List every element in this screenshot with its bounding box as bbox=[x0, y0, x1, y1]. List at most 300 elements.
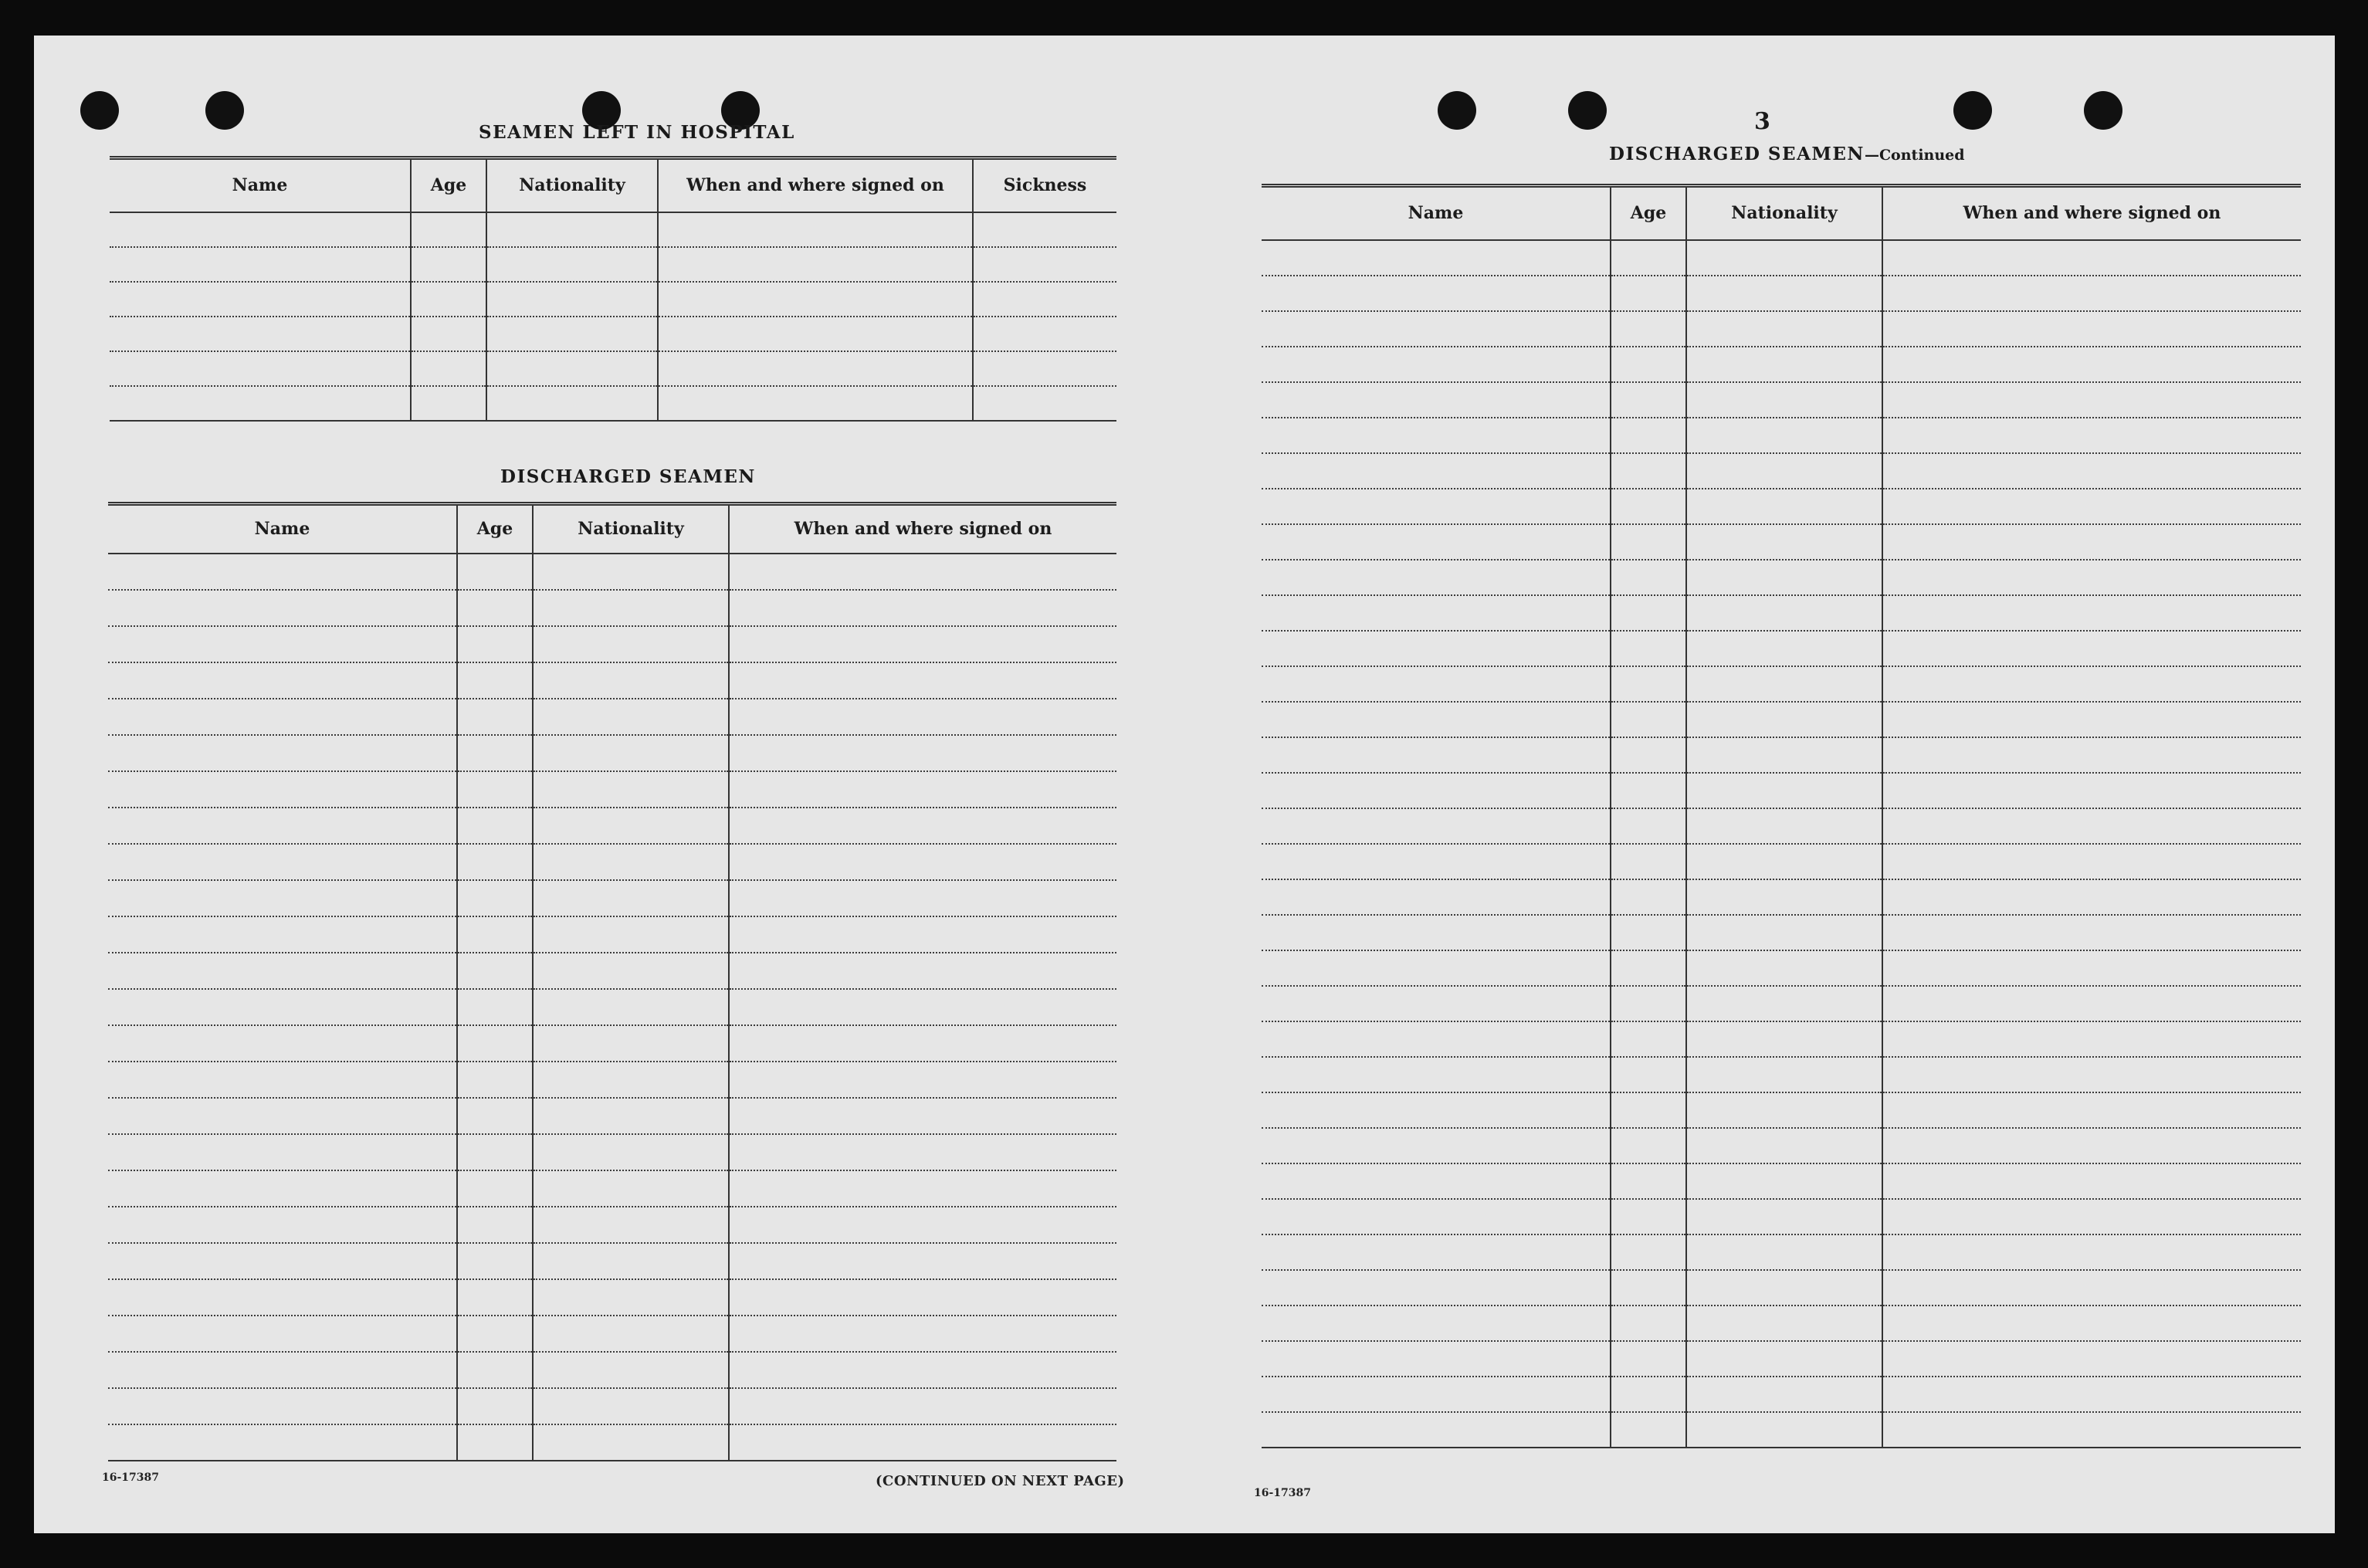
blank-entry-cell bbox=[1611, 1306, 1686, 1341]
blank-entry-cell bbox=[1611, 418, 1686, 453]
table-row bbox=[1262, 276, 2301, 311]
blank-entry-cell bbox=[486, 282, 658, 317]
blank-entry-cell bbox=[1611, 631, 1686, 666]
blank-entry-cell bbox=[1611, 737, 1686, 773]
blank-entry-cell bbox=[108, 880, 457, 916]
binder-hole bbox=[1438, 91, 1476, 130]
column-header-name: Name bbox=[1262, 186, 1611, 240]
table-row bbox=[108, 1025, 1116, 1062]
blank-entry-cell bbox=[108, 808, 457, 844]
blank-entry-cell bbox=[1686, 382, 1882, 418]
blank-entry-cell bbox=[457, 1170, 533, 1207]
table-row bbox=[108, 590, 1116, 626]
table-row bbox=[108, 808, 1116, 844]
blank-entry-cell bbox=[1882, 808, 2301, 844]
table-row bbox=[110, 212, 1116, 247]
table-row bbox=[1262, 560, 2301, 595]
blank-entry-cell bbox=[533, 1352, 729, 1388]
table-row bbox=[1262, 240, 2301, 276]
blank-entry-cell bbox=[533, 1279, 729, 1316]
blank-entry-cell bbox=[729, 808, 1116, 844]
blank-entry-cell bbox=[108, 699, 457, 735]
blank-entry-cell bbox=[486, 212, 658, 247]
blank-entry-cell bbox=[486, 317, 658, 351]
blank-entry-cell bbox=[533, 916, 729, 953]
blank-entry-cell bbox=[1262, 1057, 1611, 1092]
blank-entry-cell bbox=[1686, 1412, 1882, 1448]
blank-entry-cell bbox=[1882, 453, 2301, 489]
blank-entry-cell bbox=[1882, 1128, 2301, 1163]
blank-entry-cell bbox=[1611, 773, 1686, 808]
hospital-section-title: SEAMEN LEFT IN HOSPITAL bbox=[479, 122, 795, 143]
blank-entry-cell bbox=[1262, 1270, 1611, 1306]
table-row bbox=[108, 662, 1116, 699]
blank-entry-cell bbox=[1686, 808, 1882, 844]
blank-entry-cell bbox=[1611, 560, 1686, 595]
blank-entry-cell bbox=[1611, 1163, 1686, 1199]
blank-entry-cell bbox=[110, 317, 411, 351]
table-row bbox=[108, 880, 1116, 916]
blank-entry-cell bbox=[1882, 382, 2301, 418]
blank-entry-cell bbox=[457, 1098, 533, 1134]
blank-entry-cell bbox=[1686, 560, 1882, 595]
blank-entry-cell bbox=[108, 1243, 457, 1279]
blank-entry-cell bbox=[729, 771, 1116, 808]
blank-entry-cell bbox=[1262, 1092, 1611, 1128]
blank-entry-cell bbox=[1611, 311, 1686, 347]
blank-entry-cell bbox=[658, 212, 973, 247]
blank-entry-cell bbox=[533, 1170, 729, 1207]
blank-entry-cell bbox=[108, 953, 457, 989]
blank-entry-cell bbox=[1611, 844, 1686, 879]
blank-entry-cell bbox=[108, 1279, 457, 1316]
blank-entry-cell bbox=[1262, 1377, 1611, 1412]
blank-entry-cell bbox=[1611, 1092, 1686, 1128]
table-row bbox=[1262, 1412, 2301, 1448]
blank-entry-cell bbox=[110, 351, 411, 386]
blank-entry-cell bbox=[973, 317, 1116, 351]
blank-entry-cell bbox=[108, 989, 457, 1025]
blank-entry-cell bbox=[457, 626, 533, 662]
blank-entry-cell bbox=[110, 386, 411, 421]
column-header-name: Name bbox=[108, 504, 457, 554]
blank-entry-cell bbox=[533, 662, 729, 699]
blank-entry-cell bbox=[1882, 773, 2301, 808]
blank-entry-cell bbox=[457, 1352, 533, 1388]
blank-entry-cell bbox=[108, 735, 457, 771]
blank-entry-cell bbox=[1882, 347, 2301, 382]
column-header-nationality: Nationality bbox=[1686, 186, 1882, 240]
blank-entry-cell bbox=[1262, 915, 1611, 950]
blank-entry-cell bbox=[1262, 737, 1611, 773]
blank-entry-cell bbox=[457, 1316, 533, 1352]
table-row bbox=[108, 1424, 1116, 1461]
discharged-continued-table bbox=[1262, 184, 2301, 1448]
blank-entry-cell bbox=[729, 1424, 1116, 1461]
blank-entry-cell bbox=[108, 1352, 457, 1388]
blank-entry-cell bbox=[1686, 347, 1882, 382]
blank-entry-cell bbox=[486, 386, 658, 421]
blank-entry-cell bbox=[533, 1207, 729, 1243]
blank-entry-cell bbox=[533, 808, 729, 844]
table-row bbox=[108, 626, 1116, 662]
blank-entry-cell bbox=[457, 1279, 533, 1316]
table-row bbox=[108, 1098, 1116, 1134]
blank-entry-cell bbox=[533, 771, 729, 808]
table-row bbox=[1262, 524, 2301, 560]
blank-entry-cell bbox=[1262, 631, 1611, 666]
blank-entry-cell bbox=[1262, 950, 1611, 986]
table-row bbox=[1262, 382, 2301, 418]
blank-entry-cell bbox=[1611, 1057, 1686, 1092]
blank-entry-cell bbox=[533, 554, 729, 590]
blank-entry-cell bbox=[108, 1207, 457, 1243]
blank-entry-cell bbox=[1882, 1306, 2301, 1341]
blank-entry-cell bbox=[457, 1424, 533, 1461]
blank-entry-cell bbox=[1262, 595, 1611, 631]
blank-entry-cell bbox=[108, 662, 457, 699]
blank-entry-cell bbox=[457, 1388, 533, 1424]
blank-entry-cell bbox=[1262, 1021, 1611, 1057]
blank-entry-cell bbox=[1611, 1021, 1686, 1057]
blank-entry-cell bbox=[1686, 950, 1882, 986]
table-row bbox=[110, 317, 1116, 351]
blank-entry-cell bbox=[108, 554, 457, 590]
table-row bbox=[108, 735, 1116, 771]
blank-entry-cell bbox=[973, 247, 1116, 282]
table-row bbox=[1262, 347, 2301, 382]
blank-entry-cell bbox=[1686, 595, 1882, 631]
blank-entry-cell bbox=[533, 735, 729, 771]
blank-entry-cell bbox=[533, 1388, 729, 1424]
blank-entry-cell bbox=[1262, 808, 1611, 844]
blank-entry-cell bbox=[729, 1025, 1116, 1062]
blank-entry-cell bbox=[486, 247, 658, 282]
blank-entry-cell bbox=[108, 1098, 457, 1134]
column-header-nationality: Nationality bbox=[533, 504, 729, 554]
blank-entry-cell bbox=[1686, 737, 1882, 773]
blank-entry-cell bbox=[457, 844, 533, 880]
continued-section-title-main: DISCHARGED SEAMEN bbox=[1609, 144, 1865, 164]
blank-entry-cell bbox=[1686, 702, 1882, 737]
table-row bbox=[1262, 950, 2301, 986]
blank-entry-cell bbox=[729, 1170, 1116, 1207]
blank-entry-cell bbox=[1686, 1163, 1882, 1199]
blank-entry-cell bbox=[1262, 276, 1611, 311]
table-row bbox=[108, 699, 1116, 735]
blank-entry-cell bbox=[729, 626, 1116, 662]
blank-entry-cell bbox=[973, 351, 1116, 386]
blank-entry-cell bbox=[729, 1243, 1116, 1279]
blank-entry-cell bbox=[108, 1134, 457, 1170]
blank-entry-cell bbox=[1262, 453, 1611, 489]
blank-entry-cell bbox=[1686, 915, 1882, 950]
blank-entry-cell bbox=[533, 1062, 729, 1098]
blank-entry-cell bbox=[411, 351, 486, 386]
table-row bbox=[108, 1388, 1116, 1424]
blank-entry-cell bbox=[457, 1025, 533, 1062]
table-row bbox=[110, 282, 1116, 317]
blank-entry-cell bbox=[411, 282, 486, 317]
table-row bbox=[1262, 773, 2301, 808]
page-number: 3 bbox=[1754, 108, 1770, 135]
blank-entry-cell bbox=[1611, 666, 1686, 702]
blank-entry-cell bbox=[110, 212, 411, 247]
blank-entry-cell bbox=[457, 1134, 533, 1170]
blank-entry-cell bbox=[1686, 524, 1882, 560]
blank-entry-cell bbox=[533, 989, 729, 1025]
blank-entry-cell bbox=[457, 1207, 533, 1243]
table-row bbox=[1262, 702, 2301, 737]
table-row bbox=[1262, 737, 2301, 773]
blank-entry-cell bbox=[1262, 702, 1611, 737]
blank-entry-cell bbox=[108, 771, 457, 808]
table-row bbox=[108, 1243, 1116, 1279]
table-row bbox=[1262, 631, 2301, 666]
blank-entry-cell bbox=[1686, 453, 1882, 489]
blank-entry-cell bbox=[1686, 1377, 1882, 1412]
blank-entry-cell bbox=[1611, 1199, 1686, 1234]
blank-entry-cell bbox=[1882, 240, 2301, 276]
table-row bbox=[108, 1170, 1116, 1207]
blank-entry-cell bbox=[1611, 240, 1686, 276]
blank-entry-cell bbox=[1611, 276, 1686, 311]
blank-entry-cell bbox=[1882, 1057, 2301, 1092]
table-row bbox=[108, 771, 1116, 808]
blank-entry-cell bbox=[1611, 879, 1686, 915]
blank-entry-cell bbox=[729, 916, 1116, 953]
blank-entry-cell bbox=[1882, 311, 2301, 347]
blank-entry-cell bbox=[1686, 311, 1882, 347]
blank-entry-cell bbox=[1686, 1021, 1882, 1057]
blank-entry-cell bbox=[658, 386, 973, 421]
table-row bbox=[1262, 1270, 2301, 1306]
table-row bbox=[1262, 1234, 2301, 1270]
table-row bbox=[110, 247, 1116, 282]
table-row bbox=[1262, 453, 2301, 489]
blank-entry-cell bbox=[108, 1388, 457, 1424]
discharged-table bbox=[108, 502, 1116, 1461]
blank-entry-cell bbox=[108, 626, 457, 662]
table-row bbox=[108, 1062, 1116, 1098]
blank-entry-cell bbox=[973, 212, 1116, 247]
table-row bbox=[108, 989, 1116, 1025]
blank-entry-cell bbox=[1882, 950, 2301, 986]
blank-entry-cell bbox=[1611, 950, 1686, 986]
blank-entry-cell bbox=[1686, 418, 1882, 453]
blank-entry-cell bbox=[1611, 595, 1686, 631]
blank-entry-cell bbox=[1262, 311, 1611, 347]
blank-entry-cell bbox=[533, 1243, 729, 1279]
discharged-section-title: DISCHARGED SEAMEN bbox=[500, 466, 756, 487]
table-row bbox=[1262, 1341, 2301, 1377]
table-row bbox=[1262, 595, 2301, 631]
column-header-age: Age bbox=[411, 158, 486, 212]
blank-entry-cell bbox=[1262, 382, 1611, 418]
table-row bbox=[1262, 1057, 2301, 1092]
blank-entry-cell bbox=[1882, 595, 2301, 631]
blank-entry-cell bbox=[1882, 631, 2301, 666]
blank-entry-cell bbox=[1262, 1341, 1611, 1377]
blank-entry-cell bbox=[108, 590, 457, 626]
table-row bbox=[110, 351, 1116, 386]
table-row bbox=[1262, 1199, 2301, 1234]
blank-entry-cell bbox=[1882, 1199, 2301, 1234]
blank-entry-cell bbox=[1882, 418, 2301, 453]
blank-entry-cell bbox=[411, 386, 486, 421]
blank-entry-cell bbox=[729, 1316, 1116, 1352]
blank-entry-cell bbox=[729, 880, 1116, 916]
blank-entry-cell bbox=[1262, 347, 1611, 382]
blank-entry-cell bbox=[457, 1243, 533, 1279]
blank-entry-cell bbox=[1686, 1199, 1882, 1234]
blank-entry-cell bbox=[1686, 773, 1882, 808]
blank-entry-cell bbox=[729, 662, 1116, 699]
blank-entry-cell bbox=[1882, 489, 2301, 524]
blank-entry-cell bbox=[411, 212, 486, 247]
blank-entry-cell bbox=[1882, 844, 2301, 879]
blank-entry-cell bbox=[1611, 453, 1686, 489]
column-header-name: Name bbox=[110, 158, 411, 212]
table-row bbox=[1262, 1128, 2301, 1163]
blank-entry-cell bbox=[1262, 1199, 1611, 1234]
blank-entry-cell bbox=[1686, 240, 1882, 276]
blank-entry-cell bbox=[1262, 844, 1611, 879]
blank-entry-cell bbox=[729, 953, 1116, 989]
blank-entry-cell bbox=[1882, 1021, 2301, 1057]
blank-entry-cell bbox=[1686, 1234, 1882, 1270]
blank-entry-cell bbox=[533, 590, 729, 626]
blank-entry-cell bbox=[1882, 1270, 2301, 1306]
blank-entry-cell bbox=[1262, 560, 1611, 595]
blank-entry-cell bbox=[533, 1098, 729, 1134]
blank-entry-cell bbox=[533, 953, 729, 989]
binder-hole bbox=[1568, 91, 1607, 130]
blank-entry-cell bbox=[457, 554, 533, 590]
column-header-age: Age bbox=[457, 504, 533, 554]
table-row bbox=[1262, 666, 2301, 702]
table-row bbox=[1262, 879, 2301, 915]
blank-entry-cell bbox=[108, 916, 457, 953]
blank-entry-cell bbox=[1882, 986, 2301, 1021]
binder-hole bbox=[2084, 91, 2122, 130]
blank-entry-cell bbox=[411, 247, 486, 282]
blank-entry-cell bbox=[1262, 773, 1611, 808]
blank-entry-cell bbox=[533, 1316, 729, 1352]
table-row bbox=[108, 953, 1116, 989]
blank-entry-cell bbox=[729, 554, 1116, 590]
blank-entry-cell bbox=[1262, 1412, 1611, 1448]
blank-entry-cell bbox=[658, 351, 973, 386]
blank-entry-cell bbox=[1611, 808, 1686, 844]
blank-entry-cell bbox=[533, 844, 729, 880]
blank-entry-cell bbox=[411, 317, 486, 351]
blank-entry-cell bbox=[658, 317, 973, 351]
blank-entry-cell bbox=[1686, 1128, 1882, 1163]
table-row bbox=[1262, 418, 2301, 453]
table-row bbox=[108, 844, 1116, 880]
blank-entry-cell bbox=[486, 351, 658, 386]
blank-entry-cell bbox=[1882, 276, 2301, 311]
blank-entry-cell bbox=[729, 1098, 1116, 1134]
continued-section-title bbox=[1609, 144, 1965, 164]
blank-entry-cell bbox=[1882, 1163, 2301, 1199]
table-row bbox=[1262, 808, 2301, 844]
blank-entry-cell bbox=[1686, 986, 1882, 1021]
blank-entry-cell bbox=[729, 989, 1116, 1025]
table-row bbox=[108, 916, 1116, 953]
blank-entry-cell bbox=[110, 282, 411, 317]
blank-entry-cell bbox=[457, 880, 533, 916]
blank-entry-cell bbox=[1262, 1163, 1611, 1199]
column-header-when-and-where-signed-on: When and where signed on bbox=[658, 158, 973, 212]
blank-entry-cell bbox=[1686, 1057, 1882, 1092]
blank-entry-cell bbox=[1262, 1234, 1611, 1270]
blank-entry-cell bbox=[1611, 382, 1686, 418]
blank-entry-cell bbox=[1611, 915, 1686, 950]
blank-entry-cell bbox=[457, 771, 533, 808]
column-header-when-and-where-signed-on: When and where signed on bbox=[1882, 186, 2301, 240]
blank-entry-cell bbox=[1611, 702, 1686, 737]
blank-entry-cell bbox=[457, 1062, 533, 1098]
blank-entry-cell bbox=[457, 735, 533, 771]
table-row bbox=[108, 1134, 1116, 1170]
blank-entry-cell bbox=[1262, 1306, 1611, 1341]
blank-entry-cell bbox=[108, 1170, 457, 1207]
blank-entry-cell bbox=[1262, 240, 1611, 276]
blank-entry-cell bbox=[1686, 1270, 1882, 1306]
blank-entry-cell bbox=[110, 247, 411, 282]
form-code-right: 16-17387 bbox=[1254, 1487, 1311, 1499]
blank-entry-cell bbox=[1882, 915, 2301, 950]
blank-entry-cell bbox=[457, 953, 533, 989]
blank-entry-cell bbox=[729, 1062, 1116, 1098]
blank-entry-cell bbox=[1262, 1128, 1611, 1163]
blank-entry-cell bbox=[1611, 347, 1686, 382]
continued-note: (CONTINUED ON NEXT PAGE) bbox=[876, 1473, 1125, 1489]
blank-entry-cell bbox=[1686, 844, 1882, 879]
table-row bbox=[110, 386, 1116, 421]
blank-entry-cell bbox=[729, 1279, 1116, 1316]
blank-entry-cell bbox=[1686, 879, 1882, 915]
blank-entry-cell bbox=[1262, 666, 1611, 702]
blank-entry-cell bbox=[973, 282, 1116, 317]
blank-entry-cell bbox=[108, 1062, 457, 1098]
blank-entry-cell bbox=[533, 699, 729, 735]
blank-entry-cell bbox=[1611, 1412, 1686, 1448]
hospital-table bbox=[110, 156, 1116, 422]
table-row bbox=[1262, 311, 2301, 347]
binder-hole bbox=[1953, 91, 1992, 130]
blank-entry-cell bbox=[1882, 560, 2301, 595]
blank-entry-cell bbox=[1686, 276, 1882, 311]
blank-entry-cell bbox=[1611, 986, 1686, 1021]
blank-entry-cell bbox=[729, 735, 1116, 771]
blank-entry-cell bbox=[533, 1134, 729, 1170]
blank-entry-cell bbox=[1262, 879, 1611, 915]
blank-entry-cell bbox=[457, 699, 533, 735]
blank-entry-cell bbox=[1262, 524, 1611, 560]
table-row bbox=[1262, 915, 2301, 950]
blank-entry-cell bbox=[533, 1025, 729, 1062]
binder-hole bbox=[205, 91, 244, 130]
blank-entry-cell bbox=[729, 699, 1116, 735]
blank-entry-cell bbox=[729, 844, 1116, 880]
blank-entry-cell bbox=[658, 282, 973, 317]
blank-entry-cell bbox=[457, 989, 533, 1025]
blank-entry-cell bbox=[1686, 631, 1882, 666]
blank-entry-cell bbox=[1611, 1341, 1686, 1377]
